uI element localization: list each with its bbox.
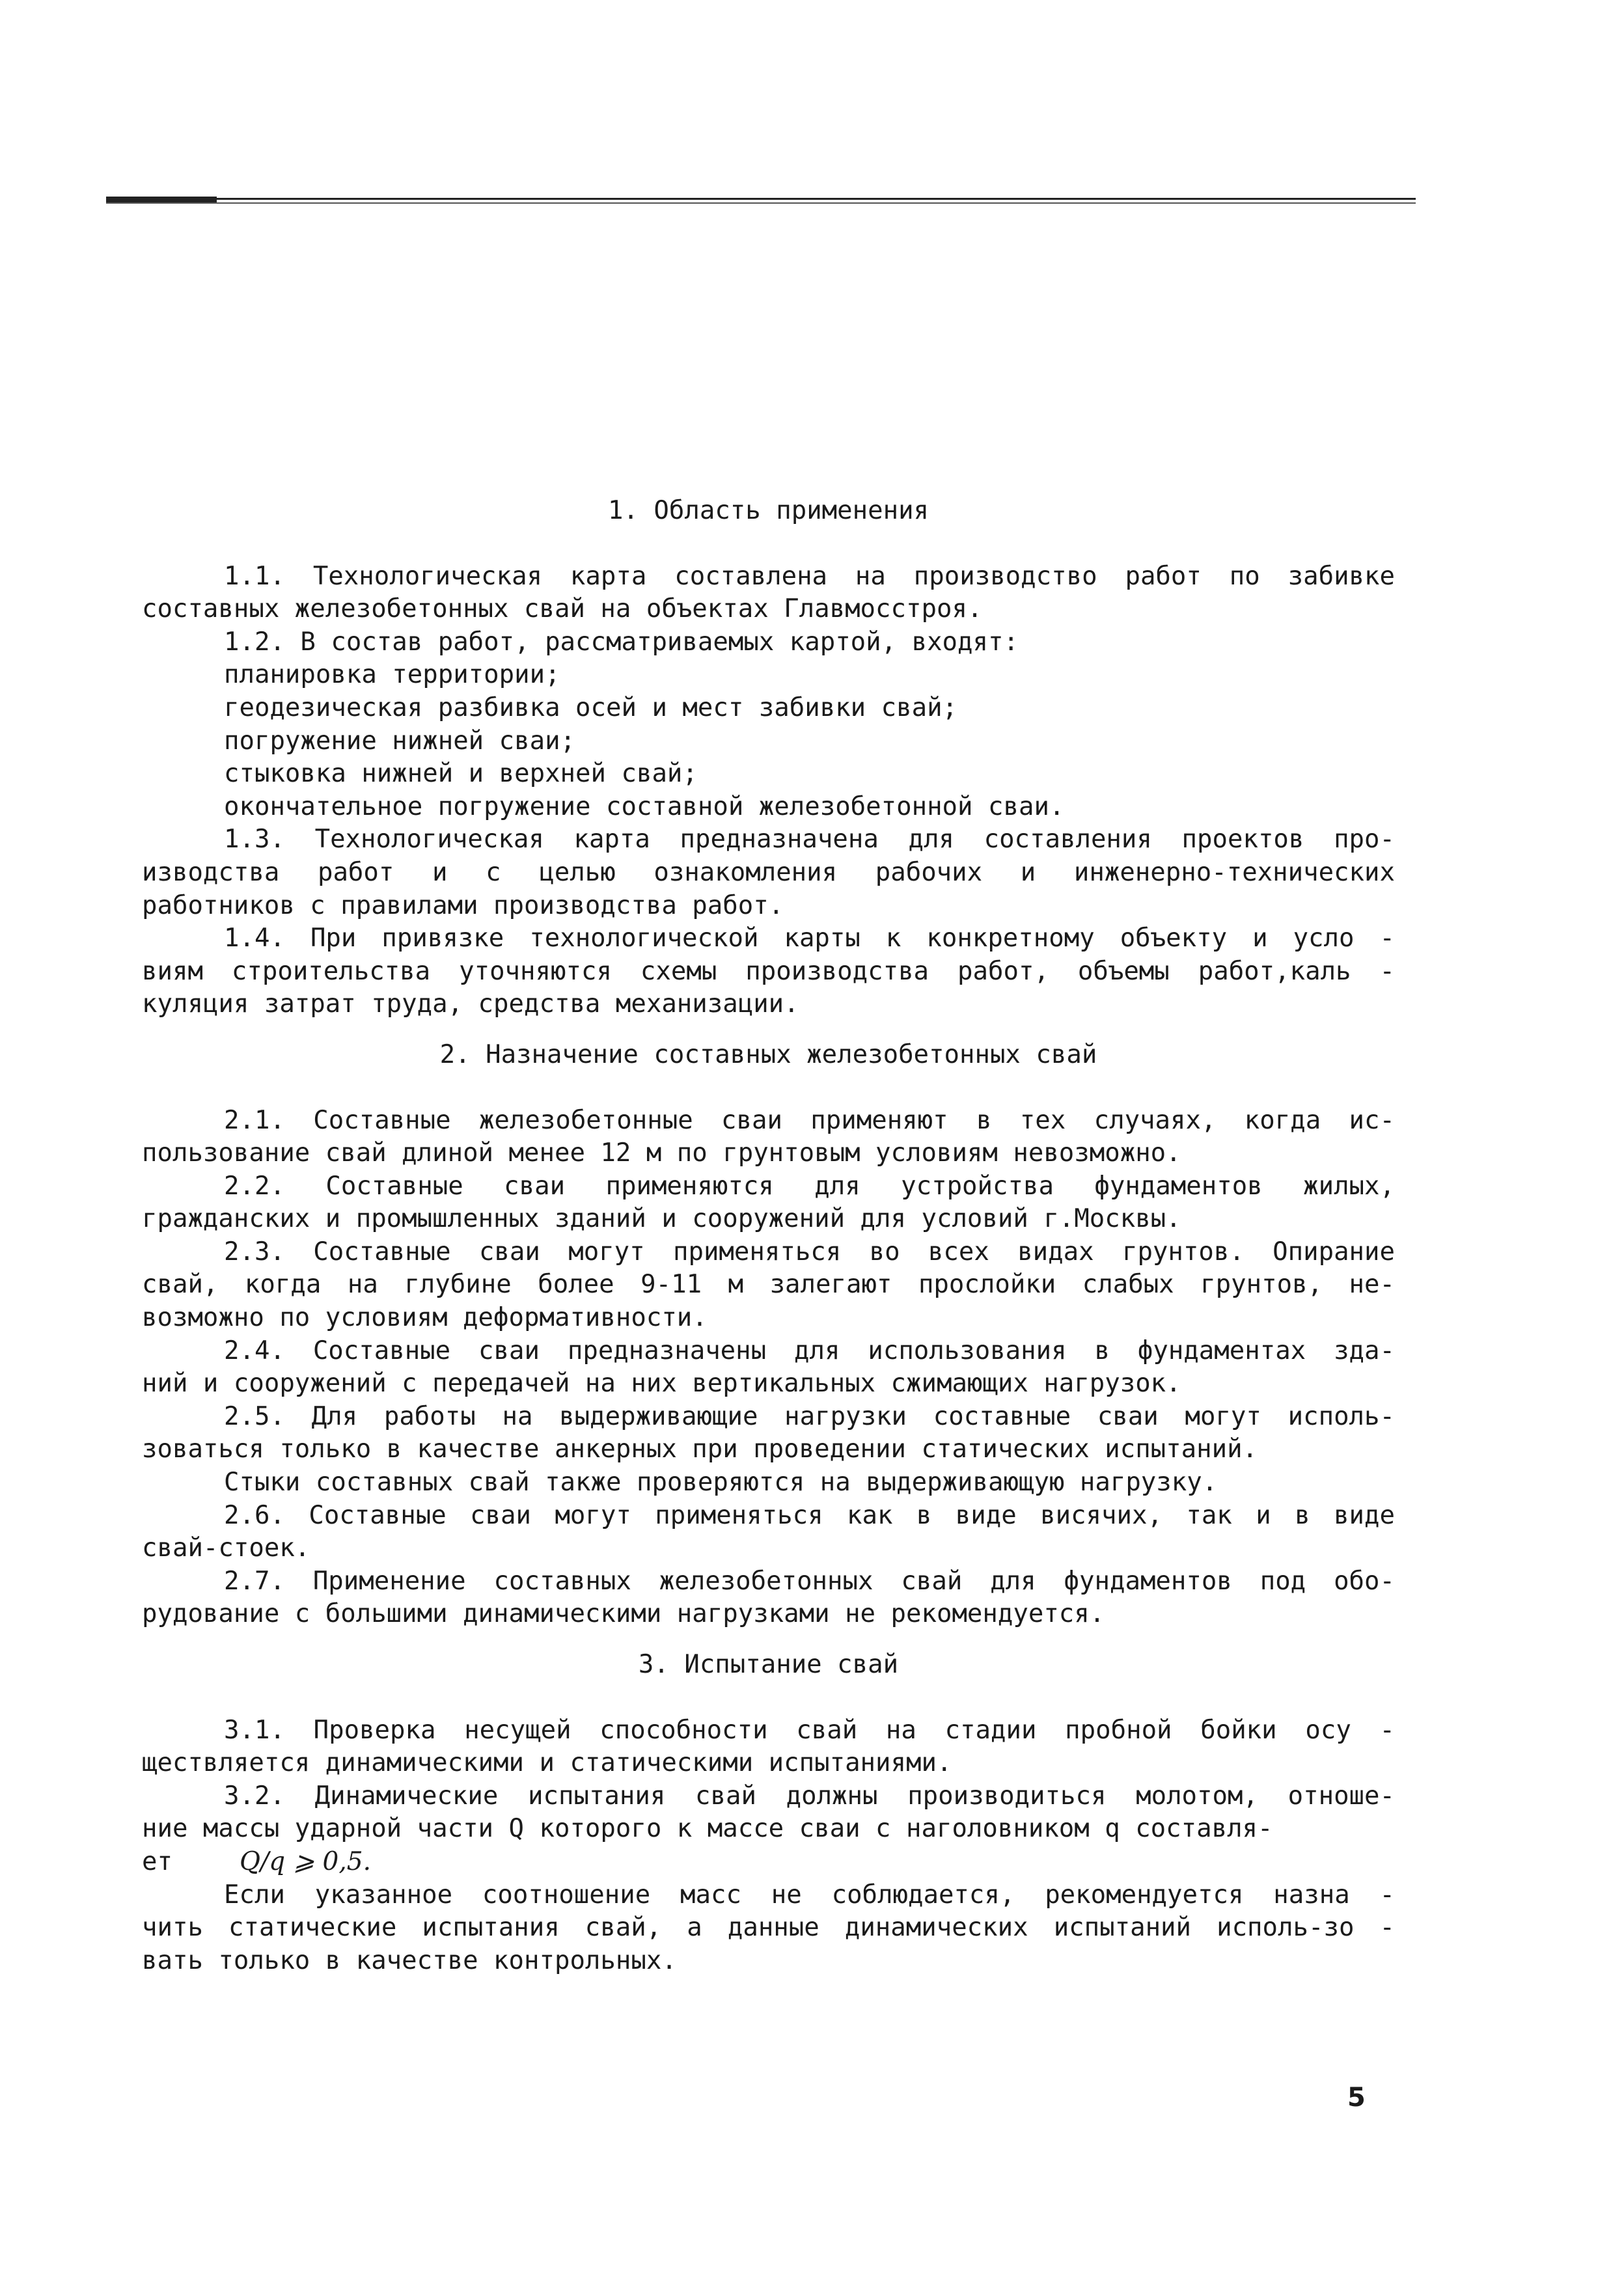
paragraph <box>142 758 1395 791</box>
top-rule <box>106 194 1416 206</box>
text-line: 2.2. Составные сваи применяются для устройства фундаментов жилых, <box>224 1171 1395 1201</box>
section-title: 2. Назначение составных железобетонных свай <box>439 1039 1097 1069</box>
text-line: рудование с большими динамическими нагрузками не рекомендуется. <box>142 1599 1105 1629</box>
paragraph <box>142 1500 1395 1565</box>
text-line: работников с правилами производства работ. <box>142 890 784 920</box>
paragraph <box>142 626 1395 659</box>
formula-expression: Q/q ⩾ 0,5. <box>240 1846 371 1876</box>
text-line: вать только в качестве контрольных. <box>142 1945 677 1975</box>
text-line: пользование свай длиной менее 12 м по грунтовым условиям невозможно. <box>142 1138 1181 1168</box>
text-line: чить статические испытания свай, а данные динамических испытаний исполь-зо - <box>142 1913 1395 1943</box>
text-line: 2.4. Составные сваи предназначены для использования в фундаментах зда- <box>224 1336 1395 1365</box>
text-line: 2.5. Для работы на выдерживающие нагрузки составные сваи могут исполь- <box>224 1401 1395 1431</box>
paragraph <box>142 659 1395 692</box>
text-line: 1.3. Технологическая карта предназначена для составления проектов про- <box>224 825 1395 855</box>
paragraph <box>142 1565 1395 1631</box>
sections-container <box>142 495 1395 1846</box>
paragraph <box>142 922 1395 1021</box>
paragraph <box>142 1236 1395 1335</box>
paragraph <box>142 1401 1395 1466</box>
text-line: ществляется динамическими и статическими испытаниями. <box>142 1748 952 1778</box>
paragraph <box>142 1780 1395 1846</box>
text-line: гражданских и промышленных зданий и сооружений для условий г.Москвы. <box>142 1204 1181 1234</box>
text-line: 1.2. В состав работ, рассматриваемых картой, входят: <box>224 627 1019 657</box>
paragraph <box>142 1335 1395 1401</box>
text-line: ний и сооружений с передачей на них вертикальных сжимающих нагрузок. <box>142 1369 1181 1399</box>
paragraph <box>142 823 1395 922</box>
text-line: виям строительства уточняются схемы производства работ, объемы работ,каль - <box>142 956 1395 986</box>
text-line: 2.6. Составные сваи могут применяться как в виде висячих, так и в виде <box>224 1500 1395 1530</box>
paragraph <box>142 1714 1395 1780</box>
text-line: окончательное погружение составной железобетонной сваи. <box>224 791 1065 821</box>
page-number: 5 <box>1347 2083 1366 2113</box>
text-line: составных железобетонных свай на объектах Главмосстроя. <box>142 594 983 624</box>
text-line: изводства работ и с целью ознакомления рабочих и инженерно-технических <box>142 857 1395 887</box>
text-line: 2.1. Составные железобетонные сваи применяют в тех случаях, когда ис- <box>224 1105 1395 1135</box>
text-line: Стыки составных свай также проверяются на выдерживающую нагрузку. <box>224 1468 1218 1498</box>
text-line: геодезическая разбивка осей и мест забивки свай; <box>224 692 958 722</box>
formula-line <box>142 1846 1395 1879</box>
paragraph <box>142 1104 1395 1170</box>
closing-paragraph <box>142 1879 1395 1978</box>
text-line: 3.1. Проверка несущей способности свай на стадии пробной бойки осу - <box>224 1715 1395 1745</box>
text-line: планировка территории; <box>224 660 560 690</box>
text-line: свай-стоек. <box>142 1533 310 1563</box>
text-line: зоваться только в качестве анкерных при проведении статических испытаний. <box>142 1434 1258 1464</box>
formula-prefix: ет <box>142 1846 172 1876</box>
text-line: 1.1. Технологическая карта составлена на производство работ по забивке <box>224 561 1395 591</box>
text-line: возможно по условиям деформативности. <box>142 1303 708 1333</box>
paragraph <box>142 1170 1395 1236</box>
text-line: свай, когда на глубине более 9-11 м залегают прослойки слабых грунтов, не- <box>142 1270 1395 1300</box>
paragraph <box>142 791 1395 824</box>
paragraph <box>142 1466 1395 1500</box>
text-line: ние массы ударной части Q которого к массе сваи с наголовником q составля- <box>142 1814 1273 1844</box>
text-line: куляция затрат труда, средства механизации. <box>142 989 799 1019</box>
text-line: 1.4. При привязке технологической карты к конкретному объекту и усло - <box>224 924 1395 953</box>
paragraph <box>142 692 1395 725</box>
text-line: 2.7. Применение составных железобетонных свай для фундаментов под обо- <box>224 1566 1395 1596</box>
text-line: Если указанное соотношение масс не соблюдается, рекомендуется назна - <box>224 1880 1395 1910</box>
section-title: 3. Испытание свай <box>638 1650 899 1679</box>
section-title: 1. Область применения <box>607 496 929 525</box>
document-body <box>142 495 1395 1977</box>
text-line: 3.2. Динамические испытания свай должны производиться молотом, отноше- <box>224 1781 1395 1811</box>
paragraph <box>142 560 1395 626</box>
text-line: 2.3. Составные сваи могут применяться во всех видах грунтов. Опирание <box>224 1237 1395 1267</box>
text-line: стыковка нижней и верхней свай; <box>224 759 698 789</box>
paragraph <box>142 725 1395 758</box>
text-line: погружение нижней сваи; <box>224 726 576 756</box>
